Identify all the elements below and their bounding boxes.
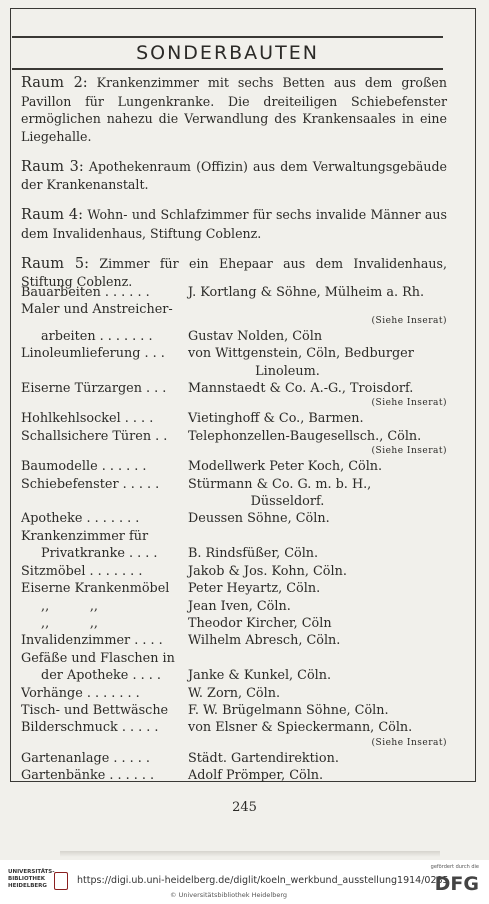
supplier-name: Theodor Kircher, Cöln (188, 615, 332, 631)
supplier-list (21, 284, 447, 785)
supplier-row (21, 545, 447, 562)
supplier-name: Adolf Prömper, Cöln. (188, 768, 324, 784)
supplier-name: Städt. Gartendirektion. (188, 750, 339, 766)
supplier-name: Jakob & Jos. Kohn, Cöln. (188, 563, 347, 579)
item-label: Eiserne Türzargen . . . (21, 381, 167, 397)
room-number: Raum 3: (21, 158, 84, 175)
permalink-link[interactable]: https://digi.ub.uni-heidelberg.de/diglit/koeln_werkbund_ausstellung1914/0285 (77, 875, 449, 886)
supplier-row (21, 510, 447, 527)
supplier-name: Janke & Kunkel, Cöln. (188, 668, 332, 684)
room-text: Krankenzimmer mit sechs Betten aus dem großen Pavillon für Lungenkranke. Die dreiteiligen Schiebefenster ermöglichen nahezu die Verwandlung des Krankensaales in eine Liegehalle. (21, 75, 447, 144)
item-label: Gartenanlage . . . . . (21, 750, 150, 766)
supplier-name: Telephonzellen-Baugesellsch., Cöln. (188, 428, 422, 444)
supplier-name: Vietinghoff & Co., Barmen. (188, 411, 364, 427)
item-label (21, 493, 188, 510)
item-label: Sitzmöbel . . . . . . . (21, 563, 143, 579)
room-paragraph (21, 158, 447, 194)
supplier-name: Wilhelm Abresch, Cöln. (188, 633, 341, 649)
room-number: Raum 5: (21, 255, 90, 272)
room-text: Wohn- und Schlafzimmer für sechs invalide Männer aus dem Invalidenhaus, Stiftung Coblenz. (21, 207, 448, 241)
item-label: Baumodelle . . . . . . (21, 459, 147, 475)
room-text: Apothekenraum (Offizin) aus dem Verwaltungsgebäude der Krankenanstalt. (21, 158, 447, 193)
supplier-name: Düsseldorf. (250, 494, 325, 510)
supplier-row (21, 428, 447, 445)
supplier-row (21, 615, 447, 632)
supplier-name: Mannstaedt & Co. A.-G., Troisdorf. (188, 381, 414, 397)
supplier-row (21, 493, 447, 510)
room-number: Raum 4: (21, 207, 84, 224)
supplier-row (21, 667, 447, 684)
supplier-row (21, 363, 447, 380)
supplier-name: Stürmann & Co. G. m. b. H., (188, 476, 372, 492)
copyright-text: © Universitätsbibliothek Heidelberg (170, 891, 288, 899)
funding-note: gefördert durch die (430, 864, 479, 870)
item-label: Linoleumlieferung . . . (21, 346, 165, 362)
supplier-row (21, 650, 447, 667)
supplier-row (21, 528, 447, 545)
library-name: UNIVERSITÄTS- BIBLIOTHEK HEIDELBERG (8, 869, 55, 889)
item-label: Bilderschmuck . . . . . (21, 720, 159, 736)
supplier-row (21, 476, 447, 493)
item-label: ,, ,, (41, 615, 98, 631)
see-advert-note: (Siehe Inserat) (371, 315, 447, 326)
supplier-row (21, 767, 447, 784)
library-logo-icon (54, 872, 68, 890)
viewer-footer (0, 860, 489, 904)
supplier-row (21, 410, 447, 427)
item-label: Gefäße und Flaschen in (21, 650, 175, 666)
room-paragraph (21, 74, 447, 145)
item-label: Hohlkehlsockel . . . . (21, 411, 154, 427)
item-label: Apotheke . . . . . . . (21, 511, 140, 527)
item-label: Maler und Anstreicher- (21, 302, 173, 318)
see-advert-note: (Siehe Inserat) (371, 398, 447, 409)
page-edge-shadow (60, 851, 440, 857)
supplier-name: von Elsner & Spieckermann, Cöln. (188, 720, 413, 736)
see-advert-note: (Siehe Inserat) (371, 446, 447, 457)
room-descriptions (21, 74, 447, 298)
supplier-row (21, 563, 447, 580)
item-label: Privatkranke . . . . (41, 546, 158, 562)
item-label: arbeiten . . . . . . . (41, 328, 153, 344)
item-label (21, 363, 188, 380)
supplier-row (21, 750, 447, 767)
item-label: Vorhänge . . . . . . . (21, 685, 140, 701)
supplier-row (21, 719, 447, 736)
supplier-row (21, 458, 447, 475)
supplier-name (188, 528, 447, 545)
supplier-name: von Wittgenstein, Cöln, Bedburger (188, 346, 414, 362)
supplier-name: B. Rindsfüßer, Cöln. (188, 546, 319, 562)
supplier-name (188, 650, 447, 667)
page-number: 245 (232, 800, 257, 815)
item-label: Tisch- und Bettwäsche (21, 702, 169, 718)
item-label: ,, ,, (41, 598, 98, 614)
supplier-name: Peter Heyartz, Cöln. (188, 581, 321, 597)
supplier-row (21, 632, 447, 649)
item-label: der Apotheke . . . . (41, 668, 161, 684)
supplier-row (21, 685, 447, 702)
supplier-name: W. Zorn, Cöln. (188, 685, 281, 701)
room-number: Raum 2: (21, 75, 88, 91)
supplier-row (21, 328, 447, 345)
supplier-name: Gustav Nolden, Cöln (188, 328, 323, 344)
supplier-row (21, 580, 447, 597)
item-label: Bauarbeiten . . . . . . (21, 285, 150, 300)
room-paragraph (21, 206, 447, 242)
see-advert-note: (Siehe Inserat) (371, 737, 447, 748)
supplier-row (21, 345, 447, 362)
supplier-row (21, 380, 447, 397)
dfg-logo: DFG (434, 873, 479, 895)
item-label: Schallsichere Türen . . (21, 428, 168, 444)
item-label: Krankenzimmer für (21, 528, 149, 544)
supplier-row (21, 702, 447, 719)
supplier-name: Deussen Söhne, Cöln. (188, 511, 330, 527)
supplier-name: J. Kortlang & Söhne, Mülheim a. Rh. (188, 285, 425, 300)
supplier-row (21, 598, 447, 615)
supplier-name: Modellwerk Peter Koch, Cöln. (188, 459, 383, 475)
item-label: Gartenbänke . . . . . . (21, 768, 155, 784)
supplier-name: F. W. Brügelmann Söhne, Cöln. (188, 702, 389, 718)
section-title-box (12, 36, 443, 70)
section-title: SONDERBAUTEN (136, 42, 319, 64)
supplier-name: Jean Iven, Cöln. (188, 598, 291, 614)
room-text: Zimmer für ein Ehepaar aus dem Invalidenhaus, Stiftung Coblenz. (21, 255, 447, 290)
supplier-row (21, 284, 447, 301)
item-label: Eiserne Krankenmöbel (21, 581, 170, 597)
item-label: Schiebefenster . . . . . (21, 476, 160, 492)
supplier-name: Linoleum. (255, 363, 320, 379)
item-label: Invalidenzimmer . . . . (21, 633, 163, 649)
